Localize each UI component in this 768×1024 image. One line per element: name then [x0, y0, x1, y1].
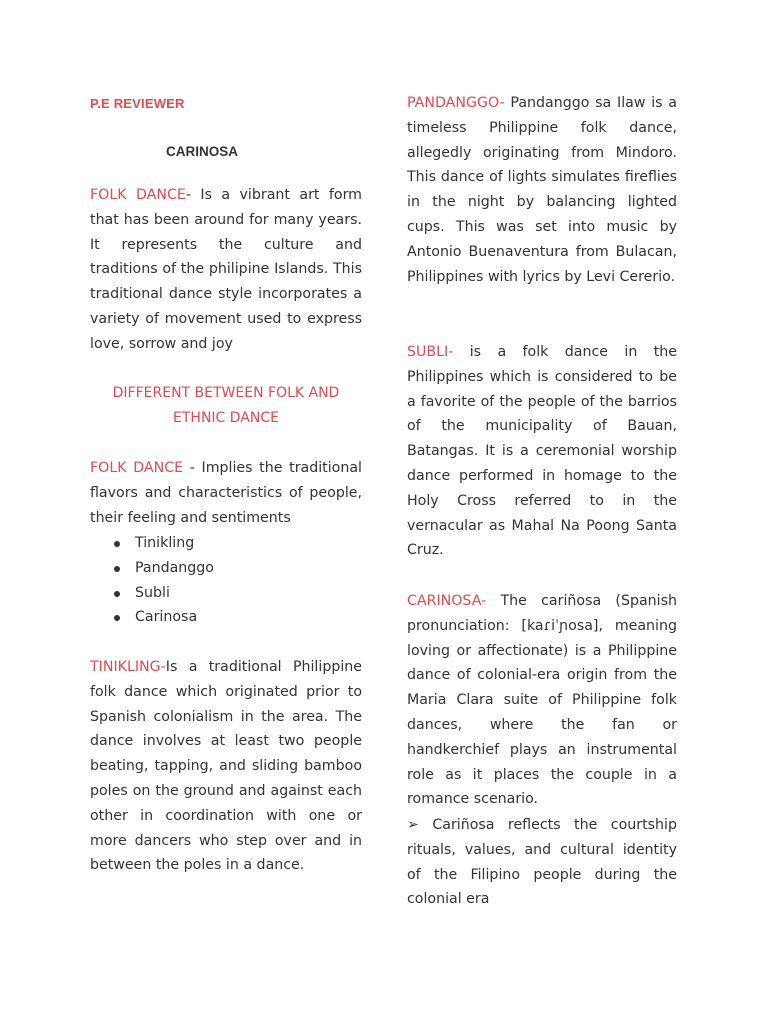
list-item: Subli — [90, 581, 362, 606]
subli-definition — [407, 340, 677, 563]
folk-dance-implies-term: FOLK DANCE — [90, 460, 184, 476]
folk-dance-definition — [90, 183, 362, 357]
folk-dance-term: FOLK DANCE — [90, 187, 186, 203]
tinikling-text: Is a traditional Philippine folk dance which originated prior to Spanish colonialism in the area. The dance involves at least two people beating, tapping, and sliding bamboo poles on the ground and against each other in coordination with one or more dancers who step over and in between the poles in a dance. — [90, 659, 362, 874]
difference-heading-line2: ETHNIC DANCE — [173, 410, 279, 426]
pandanggo-definition — [407, 91, 677, 289]
bullet-icon — [114, 591, 120, 597]
bullet-icon — [114, 615, 120, 621]
arrow-bullet-icon: ➢ — [407, 817, 419, 833]
list-item: Carinosa — [90, 605, 362, 630]
carinosa-note — [407, 813, 677, 912]
tinikling-term: TINIKLING- — [90, 659, 166, 675]
folk-dance-text: - Is a vibrant art form that has been around for many years. It represents the culture and traditions of the philipine Islands. This traditional dance style incorporates a variety of movement used to express love, sorrow and joy — [90, 187, 362, 352]
folk-dance-implies — [90, 456, 362, 530]
reviewer-title: P.E REVIEWER — [90, 96, 185, 111]
bullet-icon — [114, 566, 120, 572]
carinosa-definition — [407, 589, 677, 812]
tinikling-definition — [90, 655, 362, 878]
list-item: Pandanggo — [90, 556, 362, 581]
difference-heading-line1: DIFFERENT BETWEEN FOLK AND — [112, 385, 340, 401]
dance-list — [90, 531, 362, 630]
subli-term: SUBLI- — [407, 344, 454, 360]
page-subtitle: CARINOSA — [166, 144, 239, 159]
folk-dance-implies-text: - Implies the traditional flavors and characteristics of people, their feeling and sentiments — [90, 460, 362, 526]
bullet-icon — [114, 541, 120, 547]
carinosa-text: The cariñosa (Spanish pronunciation: [kaɾiˈɲosa], meaning loving or affectionate) is a Philippine dance of colonial-era origin from the Maria Clara suite of Philippine folk dances, where the fan or handkerchief plays an instrumental role as it places the couple in a romance scenario. — [407, 593, 677, 808]
list-item: Tinikling — [90, 531, 362, 556]
carinosa-term: CARINOSA- — [407, 593, 487, 609]
subli-text: is a folk dance in the Philippines which is considered to be a favorite of the people of the barrios of the municipality of Bauan, Batangas. It is a ceremonial worship dance performed in homage to the Holy Cross referred to in the vernacular as Mahal Na Poong Santa Cruz. — [407, 344, 677, 559]
pandanggo-term: PANDANGGO- — [407, 95, 505, 111]
pandanggo-text: Pandanggo sa Ilaw is a timeless Philippine folk dance, allegedly originating from Mindoro. This dance of lights simulates fireflies in the night by balancing lighted cups. This was set into music by Antonio Buenaventura from Bulacan, Philippines with lyrics by Levi Cererio. — [407, 95, 677, 285]
carinosa-note-text: Cariñosa reflects the courtship rituals, values, and cultural identity of the Filipino people during the colonial era — [407, 817, 677, 908]
